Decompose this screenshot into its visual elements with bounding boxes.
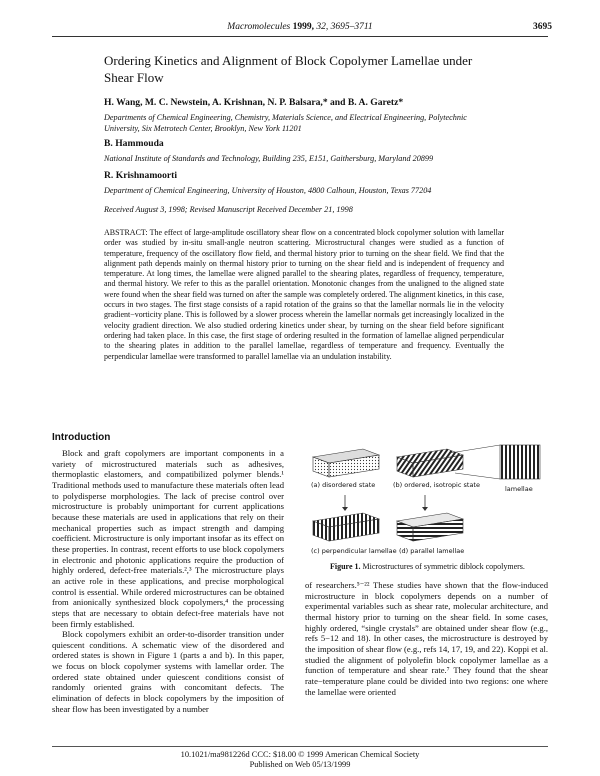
figure-label-c: (c) perpendicular lamellae	[311, 547, 397, 555]
journal-name: Macromolecules	[227, 22, 291, 32]
figure-caption-number: Figure 1.	[330, 562, 361, 571]
received-dates: Received August 3, 1998; Revised Manuscript Received December 21, 1998	[104, 205, 353, 214]
figure-panel-c	[311, 513, 397, 555]
affiliation-nist: National Institute of Standards and Technology, Building 235, E151, Gaithersburg, Maryland 20899	[104, 154, 434, 163]
figure-panel-a	[311, 449, 379, 489]
page-number: 3695	[533, 22, 552, 32]
figure-label-a: (a) disordered state	[311, 481, 376, 489]
journal-pages: 3695–3711	[330, 22, 373, 32]
figure-1	[305, 435, 548, 561]
right-column: of researchers.⁵⁻²² These studies have shown that the flow-induced microstructure in block copolymers depends on a number of experimental variables such as shear rate, molecular architecture, and thermal history prior to turning on the shear field. In some cases, highly ordered, “single crystals” are obtained under shear flow (e.g., refs 5−12 and 18). In other cases, the microstructure is destroyed by the imposition of shear flow (e.g., refs 14, 17, 19, and 22). Koppi et al. studied the alignment of polyolefin block copolymer lamellae as a function of temperature and shear rate.⁷ They found that the shear rate−temperature plane could be divided into two regions: one where the lamellae were oriented	[305, 580, 548, 697]
footer	[0, 750, 600, 771]
intro-paragraph-2: Block copolymers exhibit an order-to-disorder transition under quiescent conditions. A schematic view of the disordered and ordered states is shown in Figure 1 (parts a and b). In this paper, we focus on block copolymer systems with lamellar order. The ordered state obtained under quiescent conditions consist of randomly oriented grains with concomitant defects. The elimination of defects in block copolymers by the imposition of shear flow has been investigated by a number	[52, 629, 284, 714]
header-rule	[52, 36, 548, 37]
figure-label-lamellae: lamellae	[505, 485, 533, 493]
figure-label-d: (d) parallel lamellae	[399, 547, 465, 555]
affiliation-houston: Department of Chemical Engineering, University of Houston, 4800 Calhoun, Houston, Texas 77204	[104, 186, 432, 195]
footer-doi: 10.1021/ma981226d CCC: $18.00 © 1999 American Chemical Society	[180, 750, 420, 759]
article-title: Ordering Kinetics and Alignment of Block Copolymer Lamellae under Shear Flow	[104, 53, 473, 85]
running-header	[0, 22, 600, 32]
author-hammouda: B. Hammouda	[104, 138, 164, 149]
affiliation-polytechnic: Departments of Chemical Engineering, Chemistry, Materials Science, and Electrical Engineering, Polytechnic University, Six Metrotech Center, Brooklyn, New York 11201	[104, 113, 467, 133]
figure-label-b: (b) ordered, isotropic state	[393, 481, 480, 489]
left-column	[52, 448, 284, 714]
author-krishnamoorti: R. Krishnamoorti	[104, 170, 178, 181]
figure-arrows	[342, 495, 428, 511]
figure-panel-d	[397, 513, 464, 555]
footer-rule	[52, 746, 548, 747]
authors-primary: H. Wang, M. C. Newstein, A. Krishnan, N. P. Balsara,* and B. A. Garetz*	[104, 97, 404, 108]
intro-paragraph-1: Block and graft copolymers are important components in a variety of microstructured materials such as adhesives, thermoplastic elastomers, and compatibilized polymer blends.¹ Traditional methods used to manufacture these materials often lead to polydisperse morphologies. The lack of precise control over microstructure is probably unimportant for current applications because these materials are used in applications that rely on their mechanical properties such as impact strength and damping coefficient. Microstructure is only important insofar as its effect on these properties. In contrast, recent efforts to use block copolymers in electronic and photonic applications require the production of highly ordered, defect-free materials.²,³ The microstructure plays an active role in these applications, and precise morphological control is essential. While ordered microstructures can be obtained from anionically synthesized block copolymers,⁴ the processing steps that are necessary to obtain defect-free materials have not been firmly established.	[52, 448, 284, 629]
figure-1-caption	[330, 562, 550, 571]
footer-published: Published on Web 05/13/1999	[249, 760, 351, 770]
journal-volume: 32,	[316, 22, 329, 32]
figure-caption-text: Microstructures of symmetric diblock copolymers.	[362, 562, 525, 571]
journal-year: 1999,	[292, 22, 315, 32]
figure-panel-b	[393, 449, 480, 489]
abstract: ABSTRACT: The effect of large-amplitude oscillatory shear flow on a concentrated block copolymer solution with lamellar order was studied by in-situ small-angle neutron scattering. Microstructural changes were studied as a function of temperature, frequency of the oscillatory flow field, and thermal history prior to turning on the shear field. We find that the alignment path depends mainly on thermal history prior to turning on the shear field and is independent of frequency and temperature. At long times, the lamellae were aligned parallel to the shearing plates, regardless of frequency, temperature, and thermal history. We refer to this as the parallel orientation. Monotonic changes from the unaligned to the aligned state were found when the shear field was turned on after the sample was completely ordered. The alignment kinetics, in this case, occurs in two stages. The first stage consists of a rapid rotation of the grains so that the lamellar normals lie in the velocity gradient−vorticity plane. This is followed by a slower process wherein the lamellar normals get increasingly localized in the velocity gradient direction. We also studied ordering kinetics under shear, by turning on the shear field before significant ordering had taken place. In this case, the first stage of ordering resulted in the formation of lamellae aligned perpendicular to the shearing plates in addition to the parallel lamellae, regardless of temperature and frequency. Eventually the perpendicular lamellae were transformed to parallel lamellae via an undulation instability.	[104, 228, 504, 361]
section-heading-introduction: Introduction	[52, 432, 111, 443]
